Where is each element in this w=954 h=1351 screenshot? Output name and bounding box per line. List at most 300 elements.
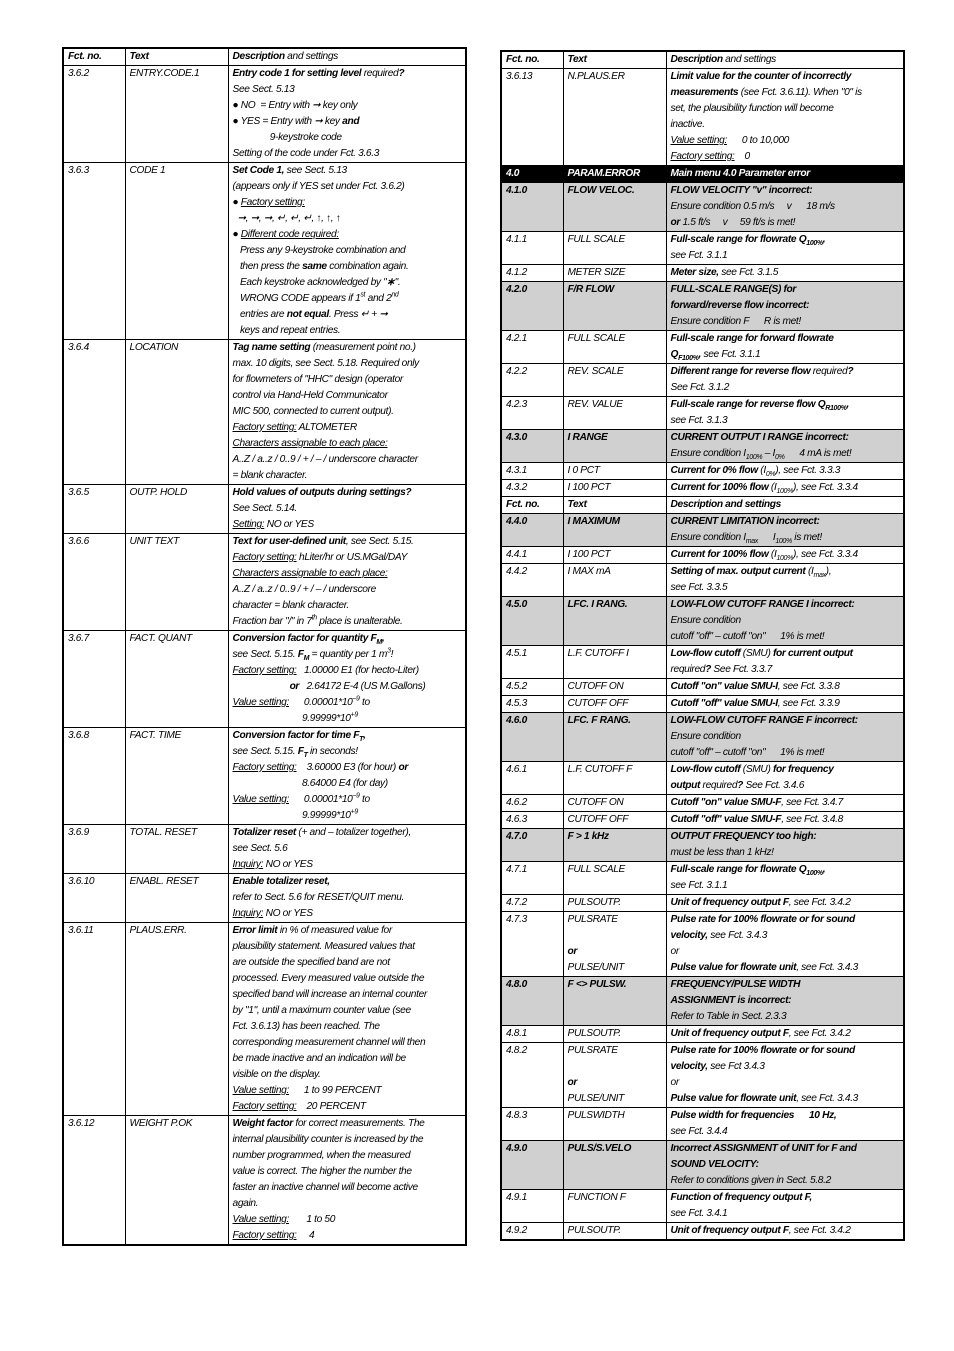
description-line: see Fct. 3.3.5 [670,582,728,593]
table-row [501,1043,904,1108]
table-row [63,485,466,534]
description-line: WRONG CODE appears if 1st and 2nd [232,291,399,304]
description-line: Ensure condition 0.5 m/s v 18 m/s [670,201,835,212]
description-line: Pulse value for flowrate unit, see Fct. 3.4.3 [670,962,859,973]
description-line: See Sect. 5.14. [232,503,297,514]
display-text: PARAM.ERROR [563,166,666,183]
description-line: Tag name setting (measurement point no.) [232,342,416,353]
display-text: F/R FLOW [563,282,666,331]
description-line: Factory setting: 3.60000 E3 (for hour) or [232,762,408,773]
description [228,485,466,534]
description-line: ASSIGNMENT is incorrect: [670,995,792,1006]
display-text: TOTAL. RESET [125,825,228,874]
display-text: N.PLAUS.ER [563,69,666,166]
description-line: Ensure condition [670,615,741,626]
description-line: Value setting: 0 to 10,000 [670,135,789,146]
description-line: Main menu 4.0 Parameter error [670,168,810,179]
description [666,762,904,795]
description [666,646,904,679]
description-line: then press the same combination again. [232,261,409,272]
description [228,340,466,485]
left-function-table [62,47,467,1246]
description-line: again. [232,1198,259,1209]
description-line: Characters assignable to each place: [232,568,388,579]
description-line: Setting of the code under Fct. 3.6.3 [232,148,380,159]
description [666,597,904,646]
fct-number: 4.7.3 [501,912,563,977]
description-line: Different range for reverse flow required? [670,366,854,377]
display-text: FULL SCALE [563,232,666,265]
description-line: Error limit in % of measured value for [232,925,392,936]
description-line: CURRENT LIMITATION incorrect: [670,516,820,527]
description-line: Text for user-defined unit, see Sect. 5.15. [232,536,414,547]
description-line: forward/reverse flow incorrect: [670,300,810,311]
table-row [501,1223,904,1241]
description [666,862,904,895]
display-text: CODE 1 [125,163,228,340]
display-text: FULL SCALE [563,862,666,895]
table-row [501,397,904,430]
description-line: output required? See Fct. 3.4.6 [670,780,805,791]
description [228,163,466,340]
description-line: See Sect. 5.13 [232,84,295,95]
table-row [501,1141,904,1190]
description-line: Pulse value for flowrate unit, see Fct. 3.4.3 [670,1093,859,1104]
description-line: Inquiry: NO or YES [232,908,313,919]
description-line: Refer to Table in Sect. 2.3.3 [670,1011,787,1022]
description [228,631,466,728]
table-row [501,679,904,696]
display-text: PLAUS.ERR. [125,923,228,1116]
description-line: ➞, ➞, ➞, ↵, ↵, ↵, ↑, ↑, ↑ [232,213,341,224]
fct-number: 4.4.0 [501,514,563,547]
description-line: Setting: NO or YES [232,519,314,530]
description-line: Factory setting: 1.00000 E1 (for hecto-Liter) [232,665,419,676]
display-text: I 0 PCT [563,463,666,480]
description [666,1043,904,1108]
table-row [501,912,904,977]
table-row [501,282,904,331]
description-line: Inquiry: NO or YES [232,859,313,870]
table-header-repeat [501,497,904,514]
fct-number: 4.7.2 [501,895,563,912]
fct-number: 4.0 [501,166,563,183]
description-line: Description and settings [670,499,781,510]
description-line: Ensure condition $I_{max}$ $I_{100\%}$ is met! [670,532,822,546]
display-text: REV. SCALE [563,364,666,397]
table-row [501,646,904,679]
description-line: max. 10 digits, see Sect. 5.18. Required only [232,358,419,369]
table-row [63,66,466,163]
description-line: Full-scale range for flowrate $Q_{100\%}$, [670,864,826,878]
description [228,874,466,923]
description-line: see Fct. 3.4.4 [670,1126,728,1137]
description-line: FLOW VELOCITY "v" incorrect: [670,185,813,196]
description-line: cutoff "off" – cutoff "on" 1% is met! [670,631,825,642]
display-text: FLOW VELOC. [563,183,666,232]
description [666,1190,904,1223]
description-line: ● NO = Entry with ➞ key only [232,100,358,111]
description-line: Fraction bar "/" in 7th place is unalterable. [232,614,403,627]
description-line: are outside the specified band are not [232,957,390,968]
fct-number: 3.6.3 [63,163,125,340]
col-fct-header: Fct. no. [63,48,125,66]
table-row [501,1026,904,1043]
table-row [501,1190,904,1223]
display-text: ENTRY.CODE.1 [125,66,228,163]
description-line: LOW-FLOW CUTOFF RANGE I incorrect: [670,599,855,610]
display-text: L.F. CUTOFF F [563,762,666,795]
description-line: velocity, see Fct. 3.4.3 [670,930,768,941]
description-line: for flowmeters of "HHC" design (operator [232,374,403,385]
description-line: $9.99999*10^{+9}$ [232,711,358,724]
description [666,1108,904,1141]
description-line: Incorrect ASSIGNMENT of UNIT for F and [670,1143,857,1154]
table-row [501,331,904,364]
description-line: Unit of frequency output F, see Fct. 3.4.2 [670,897,851,908]
description-line: Low-flow cutoff (SMU) for frequency [670,764,834,775]
fct-number: 3.6.4 [63,340,125,485]
description [666,679,904,696]
description-line: or [670,946,679,957]
fct-number: 4.6.2 [501,795,563,812]
display-text: PULSRATE or PULSE/UNIT [563,1043,666,1108]
display-text: LOCATION [125,340,228,485]
description [666,977,904,1026]
description-line: plausibility statement. Measured values that [232,941,415,952]
description-line: measurements (see Fct. 3.6.11). When "0" is [670,87,862,98]
description [666,696,904,713]
table-row [63,1116,466,1246]
display-text: ENABL. RESET [125,874,228,923]
fct-number: Fct. no. [501,497,563,514]
display-text: FUNCTION F [563,1190,666,1223]
fct-number: 4.9.2 [501,1223,563,1241]
description-line: ● Different code required: [232,229,339,240]
fct-number: 4.6.0 [501,713,563,762]
description-line: Refer to conditions given in Sect. 5.8.2 [670,1175,831,1186]
description-line: Current for 100% flow $(I_{100\%})$, see Fct. 3.3.4 [670,482,858,496]
col-text-header: Text [125,48,228,66]
description-line: ● Factory setting: [232,197,305,208]
description [666,514,904,547]
display-text: PULS/S.VELO [563,1141,666,1190]
description-line: see Sect. 5.6 [232,843,288,854]
description-line: Totalizer reset (+ and – totalizer together), [232,827,411,838]
display-text: PULSRATE or PULSE/UNIT [563,912,666,977]
description-line: specified band will increase an internal counter [232,989,427,1000]
description-line: Value setting: 1 to 50 [232,1214,336,1225]
description-line: FREQUENCY/PULSE WIDTH [670,979,801,990]
description-line: processed. Every measured value outside the [232,973,425,984]
description [228,728,466,825]
description-line: Function of frequency output F, [670,1192,812,1203]
right-function-table [500,50,905,1241]
description-line: SOUND VELOCITY: [670,1159,759,1170]
description-line: or 2.64172 E-4 (US M.Gallons) [289,681,426,692]
description-line: Conversion factor for time $F_T$, [232,730,366,744]
description-line: internal plausibility counter is increased by the [232,1134,424,1145]
display-text: OUTP. HOLD [125,485,228,534]
description-line: Ensure condition $I_{100\%} - I_{0\%}$ 4 mA is met! [670,448,852,462]
description-line: Ensure condition F R is met! [670,316,801,327]
description-line: Enable totalizer reset, [232,876,330,887]
description-line: control via Hand-Held Communicator [232,390,388,401]
description-line: entries are not equal. Press ↵ + ➞ [232,309,388,320]
description [666,912,904,977]
description-line: ● YES = Entry with ➞ key and [232,116,360,127]
col-text-header: Text [563,51,666,69]
table-row [501,829,904,862]
description-line: by "1", until a maximum counter value (see [232,1005,411,1016]
description [666,1026,904,1043]
col-desc-header: Description and settings [666,51,904,69]
description [228,66,466,163]
description [666,183,904,232]
description-line: CURRENT OUTPUT I RANGE incorrect: [670,432,849,443]
description-line: Value setting: $0.00001*10^{-9}$ to [232,695,370,708]
fct-number: 4.1.2 [501,265,563,282]
display-text: PULSOUTP. [563,895,666,912]
main-menu-row [501,166,904,183]
table-row [501,480,904,497]
description-line: MIC 500, connected to current output). [232,406,394,417]
description-line: Value setting: 1 to 99 PERCENT [232,1085,382,1096]
table-row [501,696,904,713]
description [666,497,904,514]
description-line: = blank character. [232,470,308,481]
table-row [501,430,904,463]
display-text: LFC. F RANG. [563,713,666,762]
display-text: F > 1 kHz [563,829,666,862]
fct-number: 4.2.2 [501,364,563,397]
fct-number: 4.3.2 [501,480,563,497]
description-line: Factory setting: 20 PERCENT [232,1101,366,1112]
description-line: be made inactive and an indication will be [232,1053,406,1064]
table-row [63,340,466,485]
table-row [501,69,904,166]
fct-number: 4.3.1 [501,463,563,480]
display-text: FACT. QUANT [125,631,228,728]
description [666,564,904,597]
description-line: $Q_{F100\%}$, see Fct. 3.1.1 [670,349,761,363]
description-line: Cutoff "on" value SMU-F, see Fct. 3.4.7 [670,797,843,808]
description-line: see Fct. 3.1.1 [670,880,728,891]
description-line: visible on the display. [232,1069,321,1080]
description-line: required? See Fct. 3.3.7 [670,664,772,675]
description-line: inactive. [670,119,705,130]
fct-number: 3.6.13 [501,69,563,166]
description-line: cutoff "off" – cutoff "on" 1% is met! [670,747,825,758]
description [228,534,466,631]
description-line: A..Z / a..z / 0..9 / + / – / underscore [232,584,376,595]
description [666,69,904,166]
description [666,232,904,265]
description-line: see Sect. 5.15. $F_T$ in seconds! [232,746,358,760]
table-row [63,534,466,631]
table-row [501,547,904,564]
description-line: Unit of frequency output F, see Fct. 3.4.2 [670,1028,851,1039]
fct-number: 4.6.1 [501,762,563,795]
description-line: see Fct. 3.1.1 [670,250,728,261]
fct-number: 3.6.9 [63,825,125,874]
table-row [501,812,904,829]
description-line: Factory setting: 4 [232,1230,315,1241]
table-row [501,597,904,646]
display-text: I 100 PCT [563,480,666,497]
description [228,825,466,874]
description-line: $9.99999*10^{+9}$ [232,808,358,821]
description [666,1141,904,1190]
description-line: Pulse rate for 100% flowrate or for sound [670,914,855,925]
table-row [63,163,466,340]
description-line: Each keystroke acknowledged by "∗". [232,277,401,288]
description-line: corresponding measurement channel will then [232,1037,426,1048]
description-line: Fct. 3.6.13) has been reached. The [232,1021,380,1032]
table-row [501,1108,904,1141]
description-line: Cutoff "off" value SMU-I, see Fct. 3.3.9 [670,698,840,709]
fct-number: 4.4.2 [501,564,563,597]
display-text: PULSOUTP. [563,1223,666,1241]
description-line: Setting of max. output current $(I_{max})$, [670,566,832,580]
table-header [501,51,904,69]
description [666,829,904,862]
fct-number: 3.6.6 [63,534,125,631]
fct-number: 3.6.11 [63,923,125,1116]
fct-number: 4.2.3 [501,397,563,430]
description-line: FULL-SCALE RANGE(S) for [670,284,797,295]
description-line: must be less than 1 kHz! [670,847,774,858]
description-line: Unit of frequency output F, see Fct. 3.4.2 [670,1225,851,1236]
description-line: see Sect. 5.15. $F_M$ = quantity per 1 $m^3$! [232,647,394,663]
display-text: I 100 PCT [563,547,666,564]
display-text: UNIT TEXT [125,534,228,631]
table-row [63,825,466,874]
fct-number: 4.5.2 [501,679,563,696]
display-text: I MAXIMUM [563,514,666,547]
description-line: Characters assignable to each place: [232,438,388,449]
fct-number: 4.9.0 [501,1141,563,1190]
display-text: REV. VALUE [563,397,666,430]
display-text: L.F. CUTOFF I [563,646,666,679]
fct-number: 4.7.0 [501,829,563,862]
description-line: 9-keystroke code [232,132,342,143]
description-line: Factory setting: 0 [670,151,750,162]
description-line: Pulse rate for 100% flowrate or for sound [670,1045,855,1056]
description [666,397,904,430]
table-row [501,183,904,232]
display-text: FACT. TIME [125,728,228,825]
fct-number: 3.6.8 [63,728,125,825]
table-row [501,862,904,895]
description-line: 8.64000 E4 (for day) [232,778,388,789]
fct-number: 4.2.0 [501,282,563,331]
description-line: character = blank character. [232,600,349,611]
description [666,812,904,829]
fct-number: 4.3.0 [501,430,563,463]
display-text: Text [563,497,666,514]
fct-number: 4.4.1 [501,547,563,564]
table-row [63,874,466,923]
description-line: Current for 100% flow $(I_{100\%})$, see Fct. 3.3.4 [670,549,858,563]
description [666,430,904,463]
description-line: see Fct. 3.4.1 [670,1208,728,1219]
fct-number: 4.5.3 [501,696,563,713]
table-row [501,762,904,795]
fct-number: 3.6.2 [63,66,125,163]
description-line: OUTPUT FREQUENCY too high: [670,831,817,842]
display-text: CUTOFF OFF [563,696,666,713]
fct-number: 3.6.12 [63,1116,125,1246]
table-row [501,564,904,597]
description-line: LOW-FLOW CUTOFF RANGE F incorrect: [670,715,858,726]
fct-number: 4.2.1 [501,331,563,364]
description-line: Weight factor for correct measurements. The [232,1118,425,1129]
description-line: value is correct. The higher the number the [232,1166,412,1177]
fct-number: 4.8.0 [501,977,563,1026]
description-line: see Fct. 3.1.3 [670,415,728,426]
table-row [501,795,904,812]
table-row [501,514,904,547]
description-line: refer to Sect. 5.6 for RESET/QUIT menu. [232,892,404,903]
col-fct-header: Fct. no. [501,51,563,69]
col-desc-header: Description and settings [228,48,466,66]
fct-number: 3.6.10 [63,874,125,923]
display-text: CUTOFF ON [563,679,666,696]
fct-number: 4.7.1 [501,862,563,895]
display-text: PULSWIDTH [563,1108,666,1141]
description-line: Pulse width for frequencies 10 Hz, [670,1110,837,1121]
display-text: FULL SCALE [563,331,666,364]
fct-number: 4.8.2 [501,1043,563,1108]
description-line: A..Z / a..z / 0..9 / + / – / underscore character [232,454,418,465]
display-text: CUTOFF OFF [563,812,666,829]
fct-number: 4.8.3 [501,1108,563,1141]
description [666,1223,904,1241]
description-line: Limit value for the counter of incorrectly [670,71,852,82]
description-line: or [670,1077,679,1088]
description-line: (appears only if YES set under Fct. 3.6.2) [232,181,405,192]
description-line: Value setting: $0.00001*10^{-9}$ to [232,792,370,805]
description [228,1116,466,1246]
description-line: See Fct. 3.1.2 [670,382,730,393]
table-row [501,977,904,1026]
table-row [501,463,904,480]
description-line: Set Code 1, see Sect. 5.13 [232,165,347,176]
description-line: Hold values of outputs during settings? [232,487,412,498]
description [666,166,904,183]
fct-number: 4.9.1 [501,1190,563,1223]
description [666,795,904,812]
display-text: CUTOFF ON [563,795,666,812]
display-text: WEIGHT P.OK [125,1116,228,1246]
fct-number: 4.5.0 [501,597,563,646]
fct-number: 4.1.0 [501,183,563,232]
display-text: F <> PULSW. [563,977,666,1026]
table-row [63,631,466,728]
description [666,895,904,912]
table-row [63,728,466,825]
fct-number: 4.5.1 [501,646,563,679]
description-line: Ensure condition [670,731,741,742]
display-text: LFC. I RANG. [563,597,666,646]
description-line: or 1.5 ft/s v 59 ft/s is met! [670,217,796,228]
description-line: Factory setting: hLiter/hr or US.MGal/DAY [232,552,408,563]
description-line: keys and repeat entries. [232,325,341,336]
description-line: Full-scale range for reverse flow $Q_{R100\%}$, [670,399,849,413]
display-text: PULSOUTP. [563,1026,666,1043]
description-line: Cutoff "on" value SMU-I, see Fct. 3.3.8 [670,681,840,692]
